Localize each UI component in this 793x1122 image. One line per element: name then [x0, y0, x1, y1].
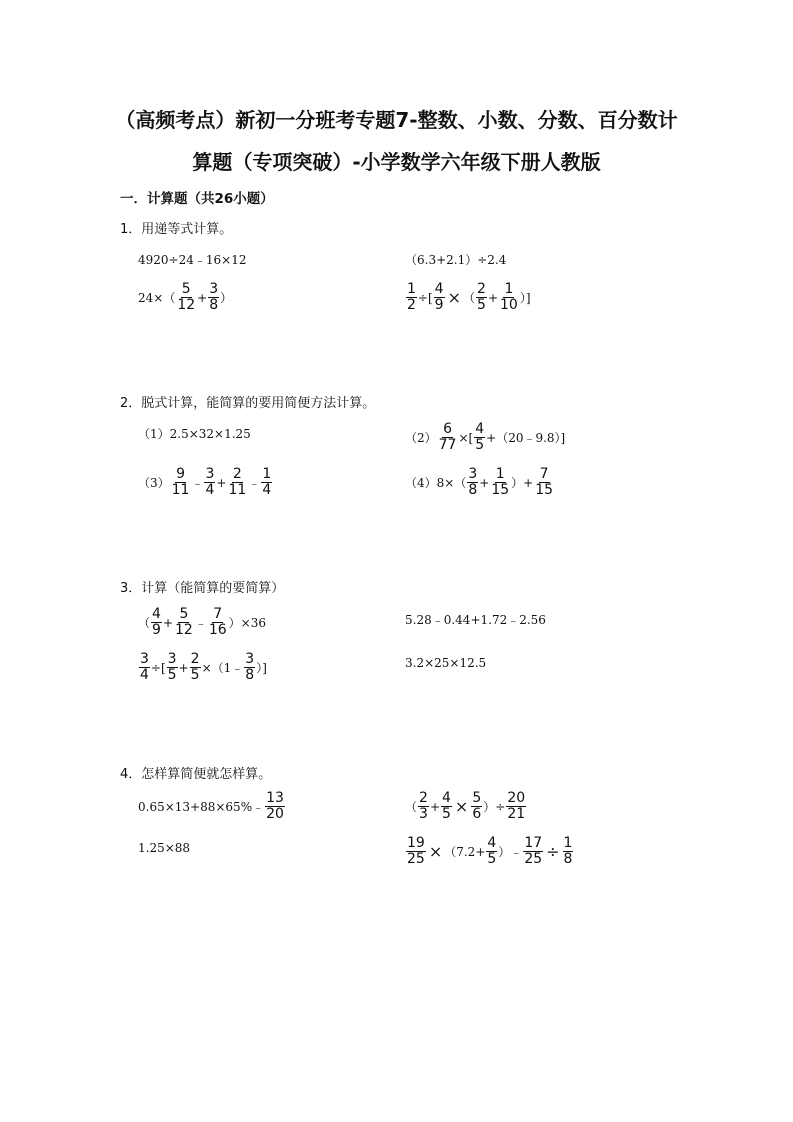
- denominator: 9: [152, 622, 161, 638]
- expr-text: ）]: [256, 661, 267, 675]
- expr-text: +: [197, 290, 208, 305]
- expr-text: （2）: [405, 431, 437, 445]
- expr-text: +: [487, 290, 498, 305]
- denominator: 10: [500, 297, 518, 313]
- expr-text: ÷[: [150, 660, 166, 675]
- numerator: 3: [468, 466, 478, 482]
- denominator: 25: [407, 851, 425, 867]
- numerator: 1: [262, 466, 272, 482]
- numerator: 3: [245, 651, 255, 667]
- q2-expr-3: [138, 467, 273, 498]
- expr-text: 24×（: [138, 291, 176, 305]
- denominator: 77: [438, 437, 457, 453]
- fraction: [490, 467, 510, 498]
- fraction: [441, 791, 452, 822]
- denominator: 4: [205, 482, 215, 498]
- expr-text: ×: [454, 797, 469, 816]
- numerator: 4: [442, 790, 451, 806]
- fraction: [467, 467, 478, 498]
- denominator: 5: [442, 806, 451, 822]
- question-3-heading: 3．计算（能简算的要简算）: [120, 581, 285, 596]
- expr-text: ×: [447, 288, 461, 307]
- denominator: 4: [262, 482, 272, 498]
- numerator: 3: [209, 281, 219, 297]
- fraction: [563, 836, 574, 867]
- denominator: 5: [487, 851, 497, 867]
- expr-text: ）×36: [228, 616, 266, 630]
- q3-expr-3: [138, 652, 267, 683]
- denominator: 16: [208, 622, 227, 638]
- expr-text: 1.25×88: [138, 841, 191, 855]
- numerator: 5: [179, 606, 189, 622]
- numerator: 7: [539, 466, 549, 482]
- fraction: [534, 467, 554, 498]
- fraction: [406, 282, 417, 313]
- expr-text: （: [405, 800, 418, 814]
- fraction: [476, 282, 487, 313]
- denominator: 5: [190, 667, 200, 683]
- denominator: 15: [535, 482, 554, 498]
- numerator: 3: [205, 466, 215, 482]
- numerator: 2: [477, 281, 486, 297]
- doc-title-line1: （高频考点）新初一分班考专题7-整数、小数、分数、百分数计: [115, 108, 678, 132]
- expr-text: +: [162, 615, 173, 630]
- numerator: 5: [472, 790, 482, 806]
- fraction: [176, 282, 196, 313]
- fraction: [204, 467, 215, 498]
- section-heading: 一．计算题（共26小题）: [120, 191, 274, 207]
- fraction: [208, 607, 228, 638]
- expr-text: ）÷: [483, 800, 506, 814]
- numerator: 4: [487, 835, 497, 851]
- denominator: 8: [563, 851, 573, 867]
- expr-text: ×（1﹣: [201, 661, 244, 675]
- denominator: 2: [407, 297, 416, 313]
- fraction: [174, 607, 194, 638]
- denominator: 25: [524, 851, 543, 867]
- question-1-heading: 1．用递等式计算。: [120, 222, 233, 237]
- doc-title-line2: 算题（专项突破）-小学数学六年级下册人教版: [192, 150, 601, 174]
- expr-text: （: [463, 291, 476, 305]
- numerator: 2: [419, 790, 428, 806]
- fraction: [167, 652, 178, 683]
- expr-text: （: [138, 616, 151, 630]
- fraction: [486, 836, 497, 867]
- expr-text: +: [429, 799, 440, 814]
- fraction: [418, 791, 429, 822]
- expr-text: ×[: [458, 430, 474, 445]
- fraction: [438, 422, 458, 453]
- numerator: 13: [266, 790, 284, 806]
- fraction: [227, 467, 247, 498]
- expr-text: ）: [220, 291, 233, 305]
- fraction: [151, 607, 162, 638]
- q1-expr-2: [405, 251, 506, 268]
- fraction: [499, 282, 519, 313]
- q4-expr-2: [405, 791, 527, 822]
- expr-text: ﹣: [194, 616, 207, 630]
- expr-text: +: [216, 475, 227, 490]
- denominator: 8: [209, 297, 219, 313]
- expr-text: （7.2+: [444, 845, 486, 859]
- numerator: 17: [524, 835, 543, 851]
- denominator: 5: [477, 297, 486, 313]
- numerator: 1: [563, 835, 573, 851]
- fraction: [523, 836, 543, 867]
- numerator: 2: [190, 651, 200, 667]
- fraction: [434, 282, 445, 313]
- expr-text: 0.65×13+88×65%﹣: [138, 800, 265, 814]
- fraction: [244, 652, 255, 683]
- fraction: [506, 791, 526, 822]
- denominator: 5: [167, 667, 177, 683]
- denominator: 3: [419, 806, 428, 822]
- q4-expr-3: [138, 841, 190, 855]
- denominator: 12: [175, 622, 193, 638]
- denominator: 11: [171, 482, 190, 498]
- fraction: [265, 791, 285, 822]
- numerator: 9: [176, 466, 186, 482]
- numerator: 2: [232, 466, 242, 482]
- denominator: 8: [245, 667, 255, 683]
- numerator: 19: [407, 835, 425, 851]
- q4-expr-4: [405, 836, 574, 867]
- numerator: 1: [504, 281, 514, 297]
- q3-expr-1: [138, 607, 266, 638]
- denominator: 11: [228, 482, 247, 498]
- q1-expr-4: [405, 282, 531, 313]
- numerator: 4: [475, 421, 485, 437]
- fraction: [471, 791, 482, 822]
- numerator: 20: [507, 790, 526, 806]
- expr-text: （3）: [138, 476, 170, 490]
- expr-text: ×: [428, 842, 443, 861]
- question-4-heading: 4．怎样算简便就怎样算。: [120, 767, 272, 782]
- q2-expr-4: [405, 467, 555, 498]
- fraction: [474, 422, 485, 453]
- q3-expr-4: [405, 656, 486, 670]
- q1-expr-1: [138, 251, 246, 268]
- numerator: 1: [407, 281, 416, 297]
- expr-text: （1）2.5×32×1.25: [138, 427, 251, 441]
- expr-text: ÷: [546, 842, 560, 861]
- numerator: 4: [434, 281, 444, 297]
- q1-expr-3: [138, 282, 232, 313]
- denominator: 12: [177, 297, 196, 313]
- q4-expr-1: [138, 791, 286, 822]
- fraction: [208, 282, 219, 313]
- expr-text: +（20﹣9.8）]: [486, 431, 566, 445]
- fraction: [261, 467, 272, 498]
- denominator: 5: [475, 437, 485, 453]
- question-2-heading: 2．脱式计算，能简算的要用简便方法计算。: [120, 396, 376, 411]
- denominator: 20: [266, 806, 284, 822]
- numerator: 7: [213, 606, 223, 622]
- q2-expr-2: [405, 422, 565, 453]
- denominator: 6: [472, 806, 482, 822]
- fraction: [190, 652, 201, 683]
- fraction: [171, 467, 191, 498]
- expr-text: （6.3+2.1）÷2.4: [405, 253, 507, 267]
- fraction: [139, 652, 150, 683]
- expr-text: ﹣: [191, 476, 204, 490]
- denominator: 15: [491, 482, 510, 498]
- q3-expr-2: [405, 611, 546, 628]
- expr-text: ）+: [511, 476, 534, 490]
- numerator: 1: [495, 466, 505, 482]
- denominator: 8: [468, 482, 478, 498]
- numerator: 6: [443, 421, 453, 437]
- numerator: 3: [167, 651, 177, 667]
- numerator: 4: [152, 606, 161, 622]
- expr-text: ）]: [519, 291, 531, 305]
- denominator: 9: [434, 297, 444, 313]
- denominator: 21: [507, 806, 526, 822]
- expr-text: ÷[: [417, 290, 433, 305]
- numerator: 5: [181, 281, 191, 297]
- expr-text: ）﹣: [498, 845, 523, 859]
- expr-text: +: [178, 660, 189, 675]
- expr-text: （4）8×（: [405, 476, 467, 490]
- numerator: 3: [140, 651, 149, 667]
- expr-text: +: [479, 475, 490, 490]
- expr-text: ﹣: [248, 476, 261, 490]
- fraction: [406, 836, 426, 867]
- expr-text: 5.28﹣0.44+1.72﹣2.56: [405, 613, 546, 627]
- denominator: 4: [140, 667, 149, 683]
- q2-expr-1: [138, 425, 251, 442]
- expr-text: 3.2×25×12.5: [405, 656, 487, 670]
- expr-text: 4920÷24﹣16×12: [138, 253, 247, 267]
